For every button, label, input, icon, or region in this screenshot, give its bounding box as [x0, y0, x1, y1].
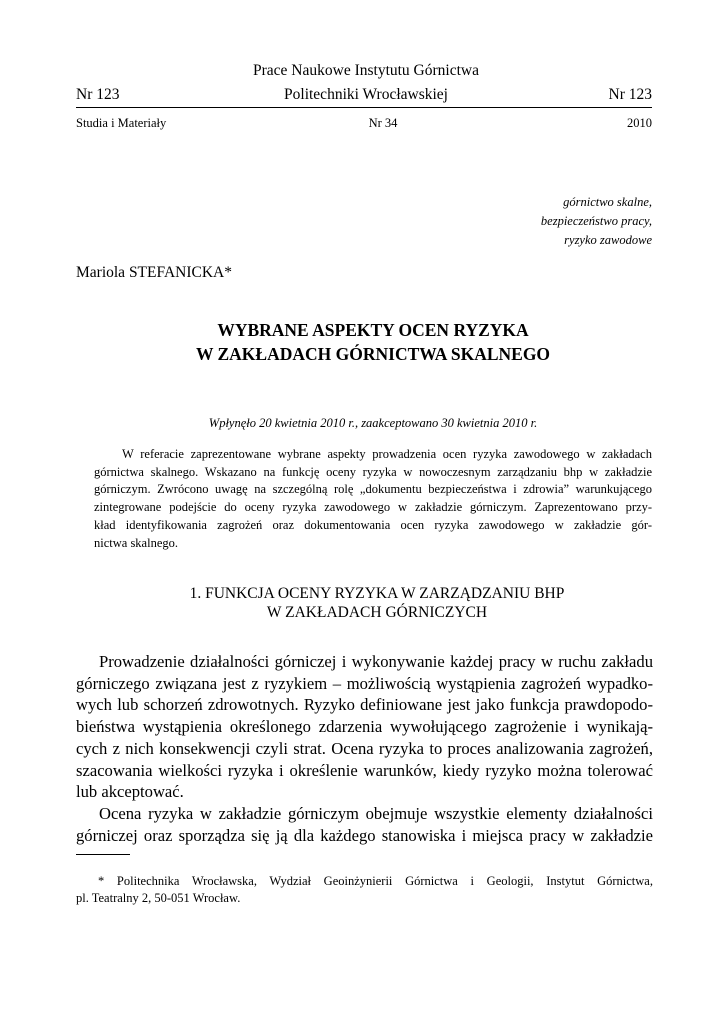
issue-number: Nr 34 — [368, 116, 398, 130]
volume-number-left: Nr 123 — [76, 86, 120, 103]
abstract-line: kład identyfikowania zagrożeń oraz dokumentowania ocen ryzyka zawodowego w zakładzie gór- — [94, 517, 652, 532]
title-line: W ZAKŁADACH GÓRNICTWA SKALNEGO — [195, 344, 551, 364]
journal-name-line1: Prace Naukowe Instytutu Górnictwa — [253, 62, 479, 79]
abstract-line: zintegrowane podejście do oceny ryzyka zawodowego w zakładzie górniczym. Zaprezentowano przy- — [94, 500, 652, 515]
body-line: górniczego związana jest z ryzykiem – możliwością wystąpienia zagrożeń wypadko- — [76, 673, 653, 693]
body-line: cych z nich konsekwencji czyli strat. Ocena ryzyka to proces analizowania zagrożeń, — [76, 738, 653, 758]
keyword: górnictwo skalne, — [563, 195, 652, 209]
author-name: Mariola STEFANICKA* — [76, 264, 232, 281]
body-line: Ocena ryzyka w zakładzie górniczym obejmuje wszystkie elementy działalności — [99, 803, 653, 823]
body-line: szacowania wielkości ryzyka i określenie warunków, kiedy ryzyko można tolerować — [76, 760, 653, 780]
publication-year: 2010 — [627, 116, 652, 130]
keyword: bezpieczeństwo pracy, — [540, 214, 652, 228]
section-heading-line: 1. FUNKCJA OCENY RYZYKA W ZARZĄDZANIU BHP — [189, 585, 565, 602]
abstract-line: górnictwa skalnego. Wskazano na funkcję oceny ryzyka w nowoczesnym zarządzaniu bhp w zakładzie — [94, 464, 652, 479]
body-line: lub akceptować. — [76, 782, 184, 802]
keywords — [541, 193, 652, 250]
series-name: Studia i Materiały — [76, 116, 167, 130]
journal-name-line2: Politechniki Wrocławskiej — [284, 86, 448, 103]
body-line: górniczej oraz sporządza się ją dla każdego stanowiska i miejsca pracy w zakładzie — [76, 825, 653, 845]
keyword: ryzyko zawodowe — [564, 233, 652, 247]
footnote-line: * Politechnika Wrocławska, Wydział Geoinżynierii Górnictwa i Geologii, Instytut Górnictwa, — [98, 874, 653, 888]
body-line: Prowadzenie działalności górniczej i wykonywanie każdej pracy w ruchu zakładu — [99, 652, 653, 671]
body-line: bieństwa wystąpienia określonego zdarzenia wywołującego zagrożenie i wynikają- — [76, 717, 653, 737]
paper-title — [0, 318, 726, 366]
volume-number-right: Nr 123 — [608, 86, 652, 103]
section-heading — [0, 584, 726, 622]
header-rule — [76, 107, 652, 108]
section-heading-line: W ZAKŁADACH GÓRNICZYCH — [266, 604, 488, 621]
abstract — [94, 446, 652, 552]
abstract-line: nictwa skalnego. — [94, 535, 179, 550]
footnote — [76, 873, 653, 907]
abstract-line: W referacie zaprezentowane wybrane aspekty prowadzenia ocen ryzyka zawodowego w zakładach — [122, 447, 652, 461]
title-line: WYBRANE ASPEKTY OCEN RYZYKA — [217, 320, 529, 340]
abstract-line: górniczym. Zwrócono uwagę na szczególną rolę „dokumentu bezpieczeństwa i zdrowia” warunkującego — [94, 482, 652, 497]
received-date: Wpłynęło 20 kwietnia 2010 r., zaakceptowano 30 kwietnia 2010 r. — [208, 416, 538, 430]
footnote-rule — [76, 854, 130, 855]
body-text — [76, 651, 653, 846]
footnote-line: pl. Teatralny 2, 50-051 Wrocław. — [76, 891, 241, 905]
body-line: wych lub schorzeń zdrowotnych. Ryzyko definiowane jest jako funkcja prawdopodo- — [76, 695, 653, 715]
